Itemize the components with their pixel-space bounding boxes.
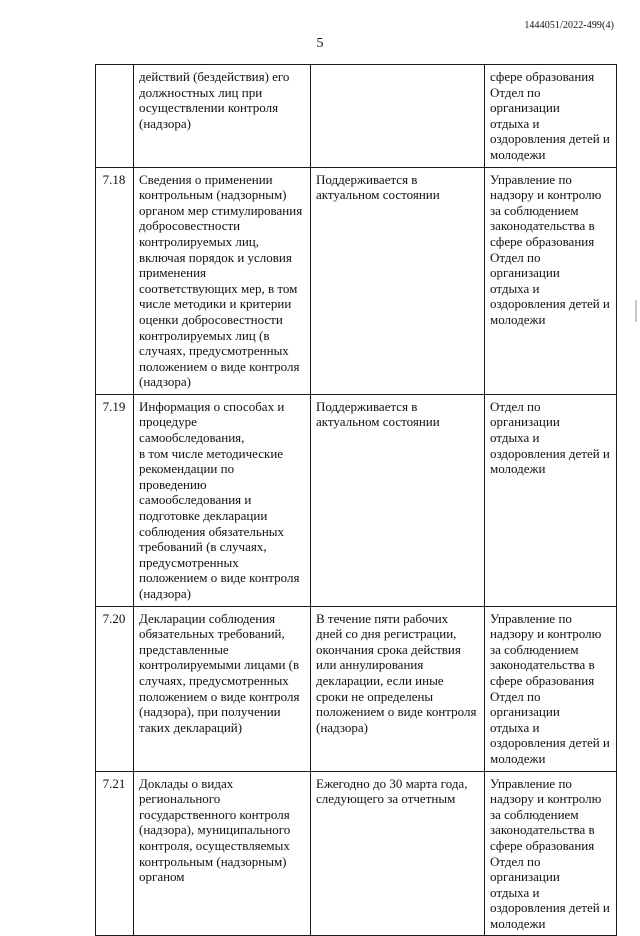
responsible-cell	[485, 167, 617, 394]
row-number: 7.20	[102, 610, 126, 626]
row-number: 7.18	[102, 171, 126, 187]
row-number-cell	[96, 771, 134, 936]
responsible-cell	[485, 65, 617, 168]
row-responsible: Управление по надзору и контролю за соблюдением законодательства в сфере образования Отдел по организации отдыха и оздоровления детей и молодежи	[490, 610, 610, 766]
row-responsible: Отдел по организации отдыха и оздоровления детей и молодежи	[490, 398, 610, 477]
scan-edge-mark	[635, 312, 637, 322]
row-number-cell	[96, 65, 134, 168]
page-number: 5	[316, 36, 324, 51]
row-term: В течение пяти рабочих дней со дня регистрации, окончания срока действия или аннулирования декларации, если иные сроки не определены положением о виде контроля (надзора)	[316, 610, 477, 735]
row-responsible: Управление по надзору и контролю за соблюдением законодательства в сфере образования Отдел по организации отдыха и оздоровления детей и молодежи	[490, 171, 610, 327]
row-term: Поддерживается в актуальном состоянии	[316, 398, 440, 430]
row-description: Декларации соблюдения обязательных требований, представленные контролируемыми лицами (в случаях, предусмотренных положением о виде контроля (надзора), при получении таких деклараций)	[139, 610, 300, 735]
description-cell	[134, 394, 311, 606]
row-responsible: Управление по надзору и контролю за соблюдением законодательства в сфере образования Отдел по организации отдыха и оздоровления детей и молодежи	[490, 775, 610, 931]
responsible-cell	[485, 394, 617, 606]
table-row	[96, 65, 617, 168]
row-number: 7.19	[102, 398, 126, 414]
row-number: 7.21	[102, 775, 126, 791]
term-cell	[311, 167, 485, 394]
term-cell	[311, 65, 485, 168]
row-description: Информация о способах и процедуре самообследования, в том числе методические рекомендации по проведению самообследования и подготовке декларации соблюдения обязательных требований (в случаях, предусмотренных положением о виде контроля (надзора)	[139, 398, 300, 601]
row-term: Ежегодно до 30 марта года, следующего за отчетным	[316, 775, 468, 807]
table-row	[96, 771, 617, 936]
table-row	[96, 394, 617, 606]
description-cell	[134, 606, 311, 771]
row-description: Доклады о видах регионального государственного контроля (надзора), муниципального контроля, осуществляемых контрольным (надзорным) органом	[139, 775, 291, 885]
term-cell	[311, 394, 485, 606]
row-number-cell	[96, 606, 134, 771]
row-responsible: сфере образования Отдел по организации отдыха и оздоровления детей и молодежи	[490, 69, 610, 162]
description-cell	[134, 65, 311, 168]
row-number-cell	[96, 167, 134, 394]
document-number: 1444051/2022-499(4)	[524, 20, 614, 31]
row-number-cell	[96, 394, 134, 606]
table-row	[96, 167, 617, 394]
responsible-cell	[485, 771, 617, 936]
description-cell	[134, 167, 311, 394]
term-cell	[311, 771, 485, 936]
table-row	[96, 606, 617, 771]
responsible-cell	[485, 606, 617, 771]
row-description: Сведения о применении контрольным (надзорным) органом мер стимулирования добросовестности контролируемых лиц, включая порядок и условия применения соответствующих мер, в том числе методики и критерии оценки добросовестности контролируемых лиц (в случаях, предусмотренных положением о виде контроля (надзора)	[139, 171, 303, 390]
row-term: Поддерживается в актуальном состоянии	[316, 171, 440, 203]
measures-table	[95, 64, 617, 936]
row-description: действий (бездействия) его должностных лиц при осуществлении контроля (надзора)	[139, 69, 290, 131]
description-cell	[134, 771, 311, 936]
term-cell	[311, 606, 485, 771]
